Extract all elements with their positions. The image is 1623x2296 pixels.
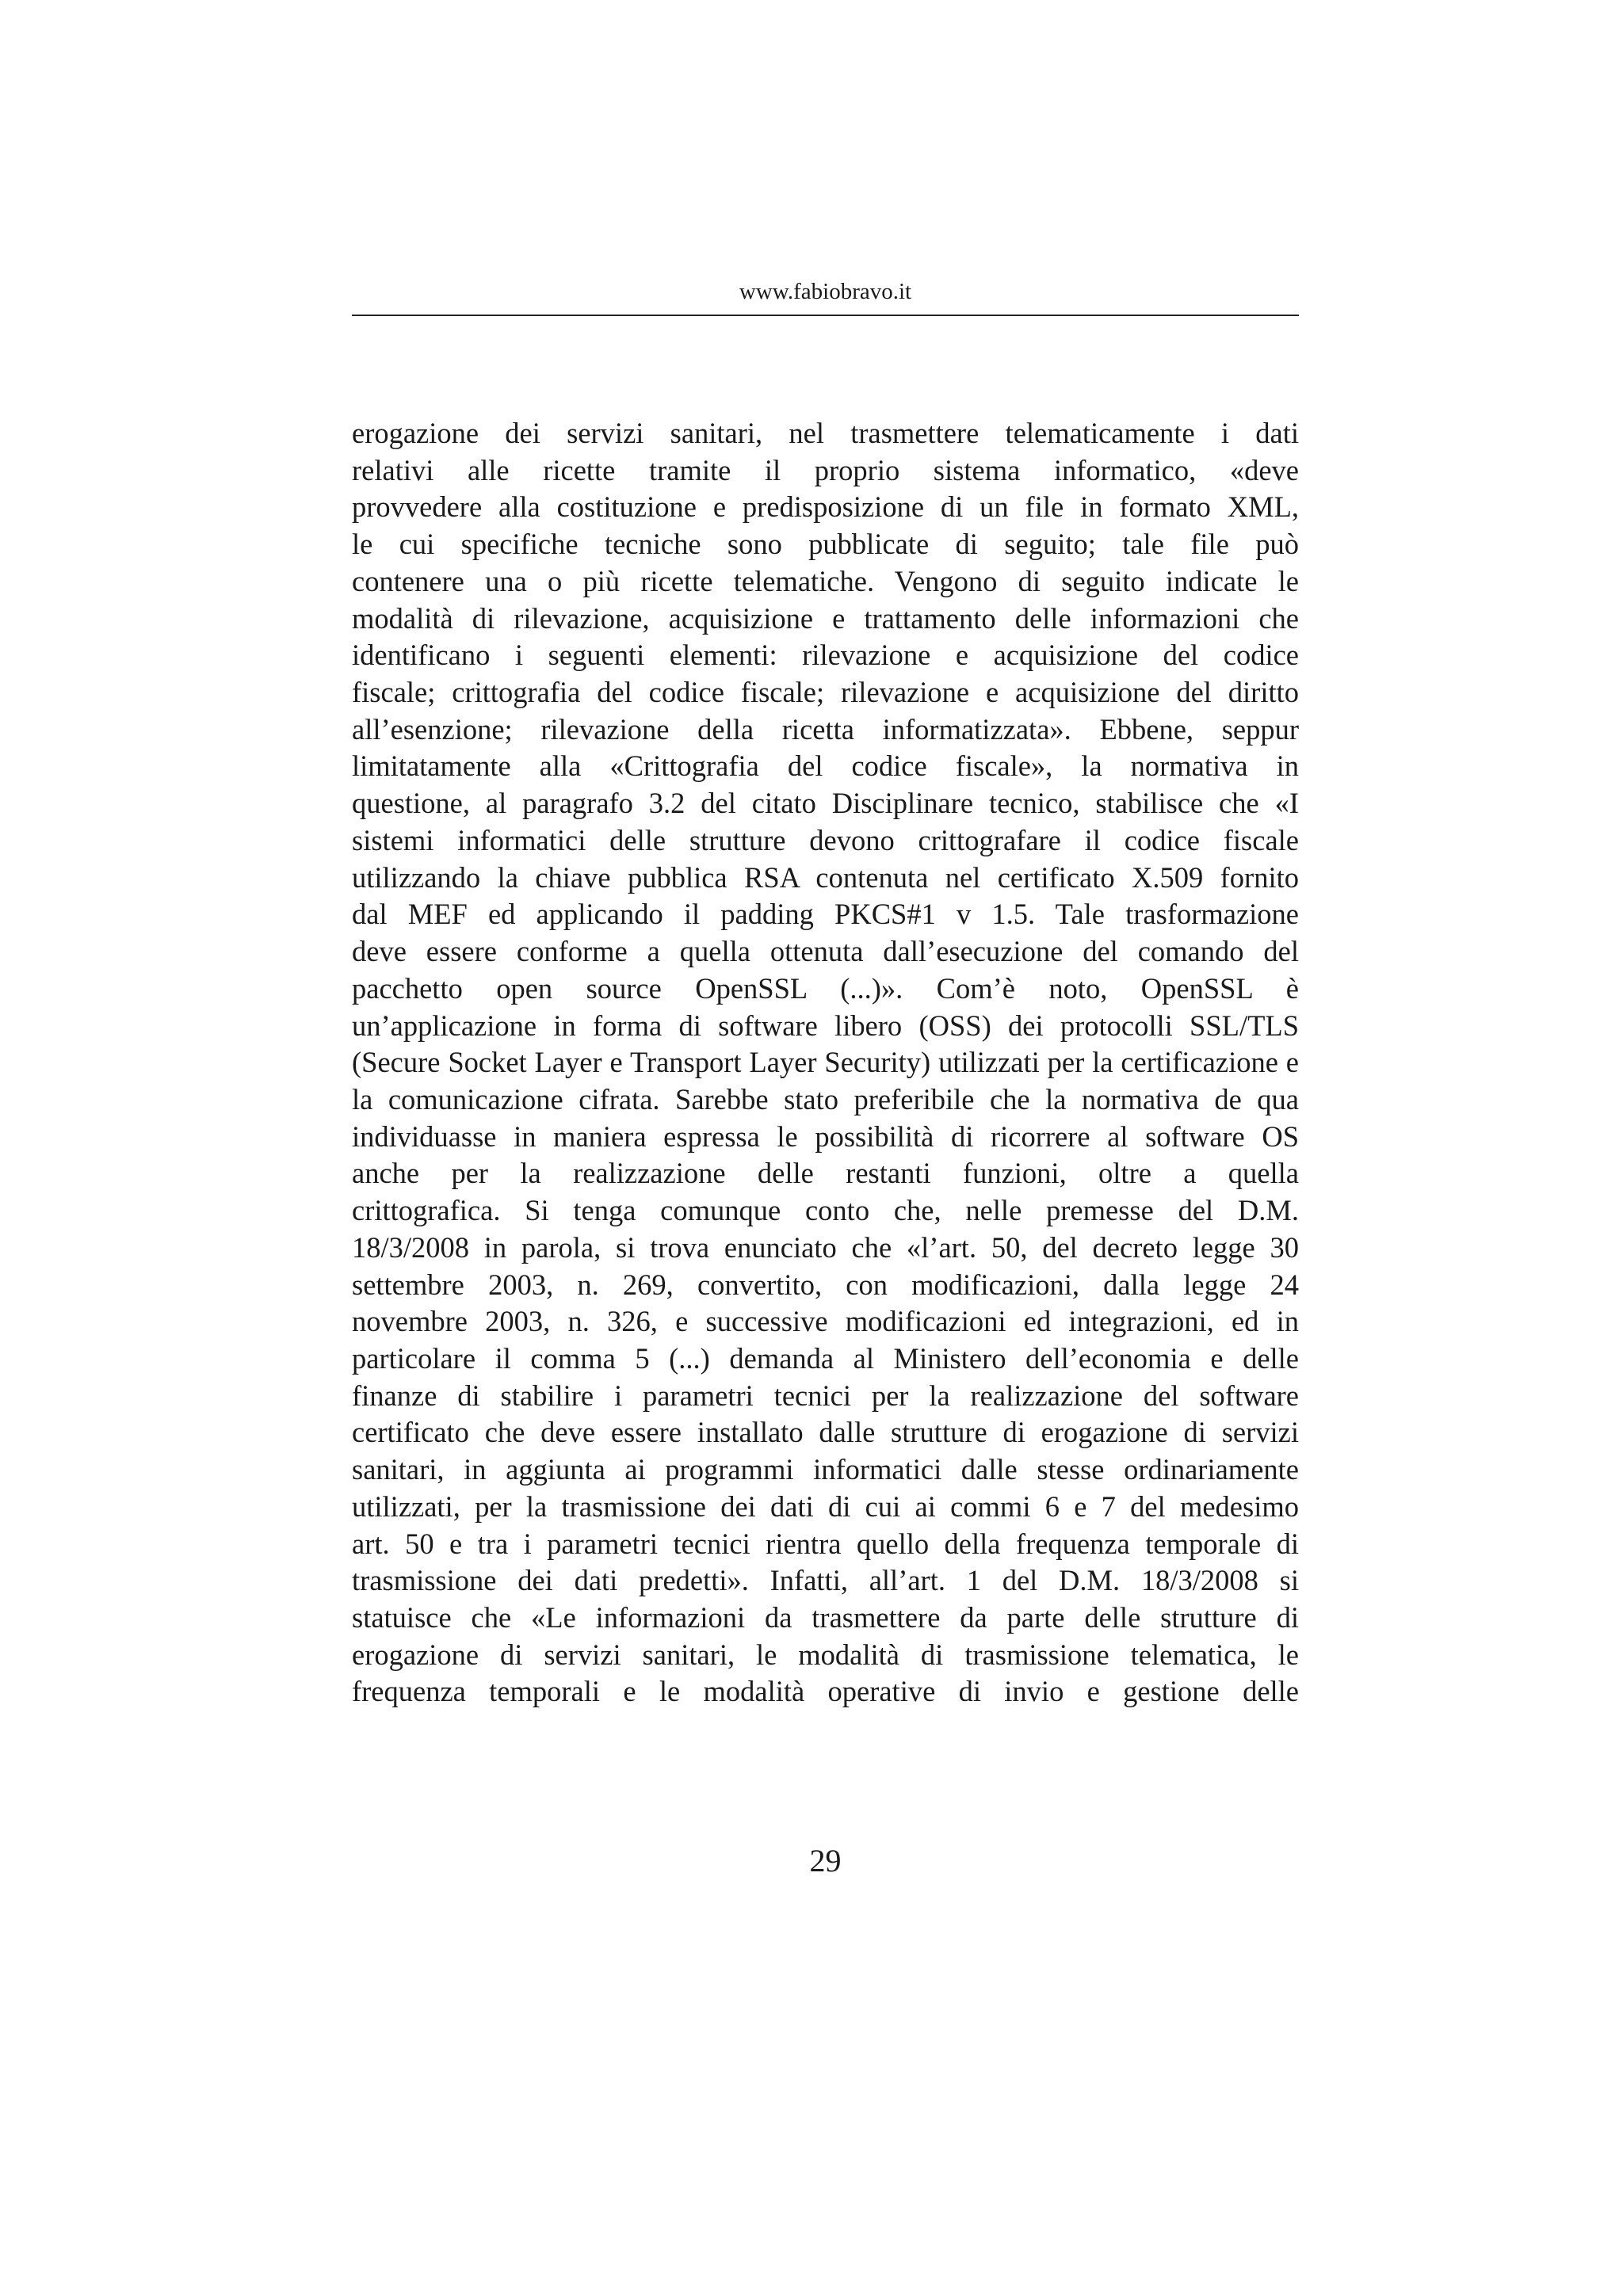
text-line: sanitari, in aggiunta ai programmi informatici dalle stesse ordinariamente xyxy=(352,1453,1299,1486)
text-line: pacchetto open source OpenSSL (...)». Com’è noto, OpenSSL è xyxy=(352,971,1299,1005)
header-rule xyxy=(352,315,1299,316)
text-line: crittografica. Si tenga comunque conto che, nelle premesse del D.M. xyxy=(352,1194,1299,1227)
text-line: erogazione dei servizi sanitari, nel trasmettere telematicamente i dati xyxy=(352,417,1299,449)
text-line: statuisce che «Le informazioni da trasmettere da parte delle strutture di xyxy=(352,1601,1299,1634)
text-line: modalità di rilevazione, acquisizione e trattamento delle informazioni che xyxy=(352,601,1299,635)
text-line: la comunicazione cifrata. Sarebbe stato preferibile che la normativa de qua xyxy=(352,1082,1299,1116)
text-line: 18/3/2008 in parola, si trova enunciato che «l’art. 50, del decreto legge 30 xyxy=(352,1230,1299,1264)
text-line: utilizzando la chiave pubblica RSA contenuta nel certificato X.509 fornito xyxy=(352,860,1299,894)
text-line: deve essere conforme a quella ottenuta dall’esecuzione del comando del xyxy=(352,935,1299,968)
text-line: limitatamente alla «Crittografia del codice fiscale», la normativa in xyxy=(352,749,1299,783)
running-header: www.fabiobravo.it xyxy=(739,279,912,304)
text-line: finanze di stabilire i parametri tecnici per la realizzazione del software xyxy=(352,1379,1299,1412)
text-line: certificato che deve essere installato dalle strutture di erogazione di servizi xyxy=(352,1416,1299,1449)
text-line: relativi alle ricette tramite il proprio sistema informatico, «deve xyxy=(352,453,1299,486)
body-paragraph xyxy=(352,415,1299,1711)
text-line: fiscale; crittografia del codice fiscale; rilevazione e acquisizione del diritto xyxy=(352,676,1299,709)
text-line: all’esenzione; rilevazione della ricetta informatizzata». Ebbene, seppur xyxy=(352,712,1299,746)
text-line: frequenza temporali e le modalità operative di invio e gestione delle xyxy=(352,1675,1299,1708)
text-line: sistemi informatici delle strutture devono crittografare il codice fiscale xyxy=(352,823,1299,856)
text-line: contenere una o più ricette telematiche. Vengono di seguito indicate le xyxy=(352,564,1299,597)
text-line: dal MEF ed applicando il padding PKCS#1 v 1.5. Tale trasformazione xyxy=(352,898,1299,931)
text-line: utilizzati, per la trasmissione dei dati di cui ai commi 6 e 7 del medesimo xyxy=(352,1489,1299,1523)
text-line: individuasse in maniera espressa le possibilità di ricorrere al software OS xyxy=(352,1119,1299,1153)
text-line: provvedere alla costituzione e predisposizione di un file in formato XML, xyxy=(352,490,1299,524)
page-number: 29 xyxy=(809,1843,842,1878)
text-line: identificano i seguenti elementi: rilevazione e acquisizione del codice xyxy=(352,639,1299,672)
text-line: art. 50 e tra i parametri tecnici rientra quello della frequenza temporale di xyxy=(352,1527,1299,1560)
text-line: le cui specifiche tecniche sono pubblicate di seguito; tale file può xyxy=(352,528,1299,561)
text-line: questione, al paragrafo 3.2 del citato Disciplinare tecnico, stabilisce che «I xyxy=(352,787,1299,820)
text-line: settembre 2003, n. 269, convertito, con modificazioni, dalla legge 24 xyxy=(352,1268,1299,1301)
text-line: (Secure Socket Layer e Transport Layer Security) utilizzati per la certificazione e xyxy=(352,1046,1299,1079)
text-line: anche per la realizzazione delle restanti funzioni, oltre a quella xyxy=(352,1157,1299,1190)
text-line: erogazione di servizi sanitari, le modalità di trasmissione telematica, le xyxy=(352,1638,1299,1671)
text-line: particolare il comma 5 (...) demanda al Ministero dell’economia e delle xyxy=(352,1341,1299,1375)
text-line: novembre 2003, n. 326, e successive modificazioni ed integrazioni, ed in xyxy=(352,1305,1299,1338)
text-line: trasmissione dei dati predetti». Infatti, all’art. 1 del D.M. 18/3/2008 si xyxy=(352,1564,1299,1597)
text-line: un’applicazione in forma di software libero (OSS) dei protocolli SSL/TLS xyxy=(352,1009,1299,1042)
